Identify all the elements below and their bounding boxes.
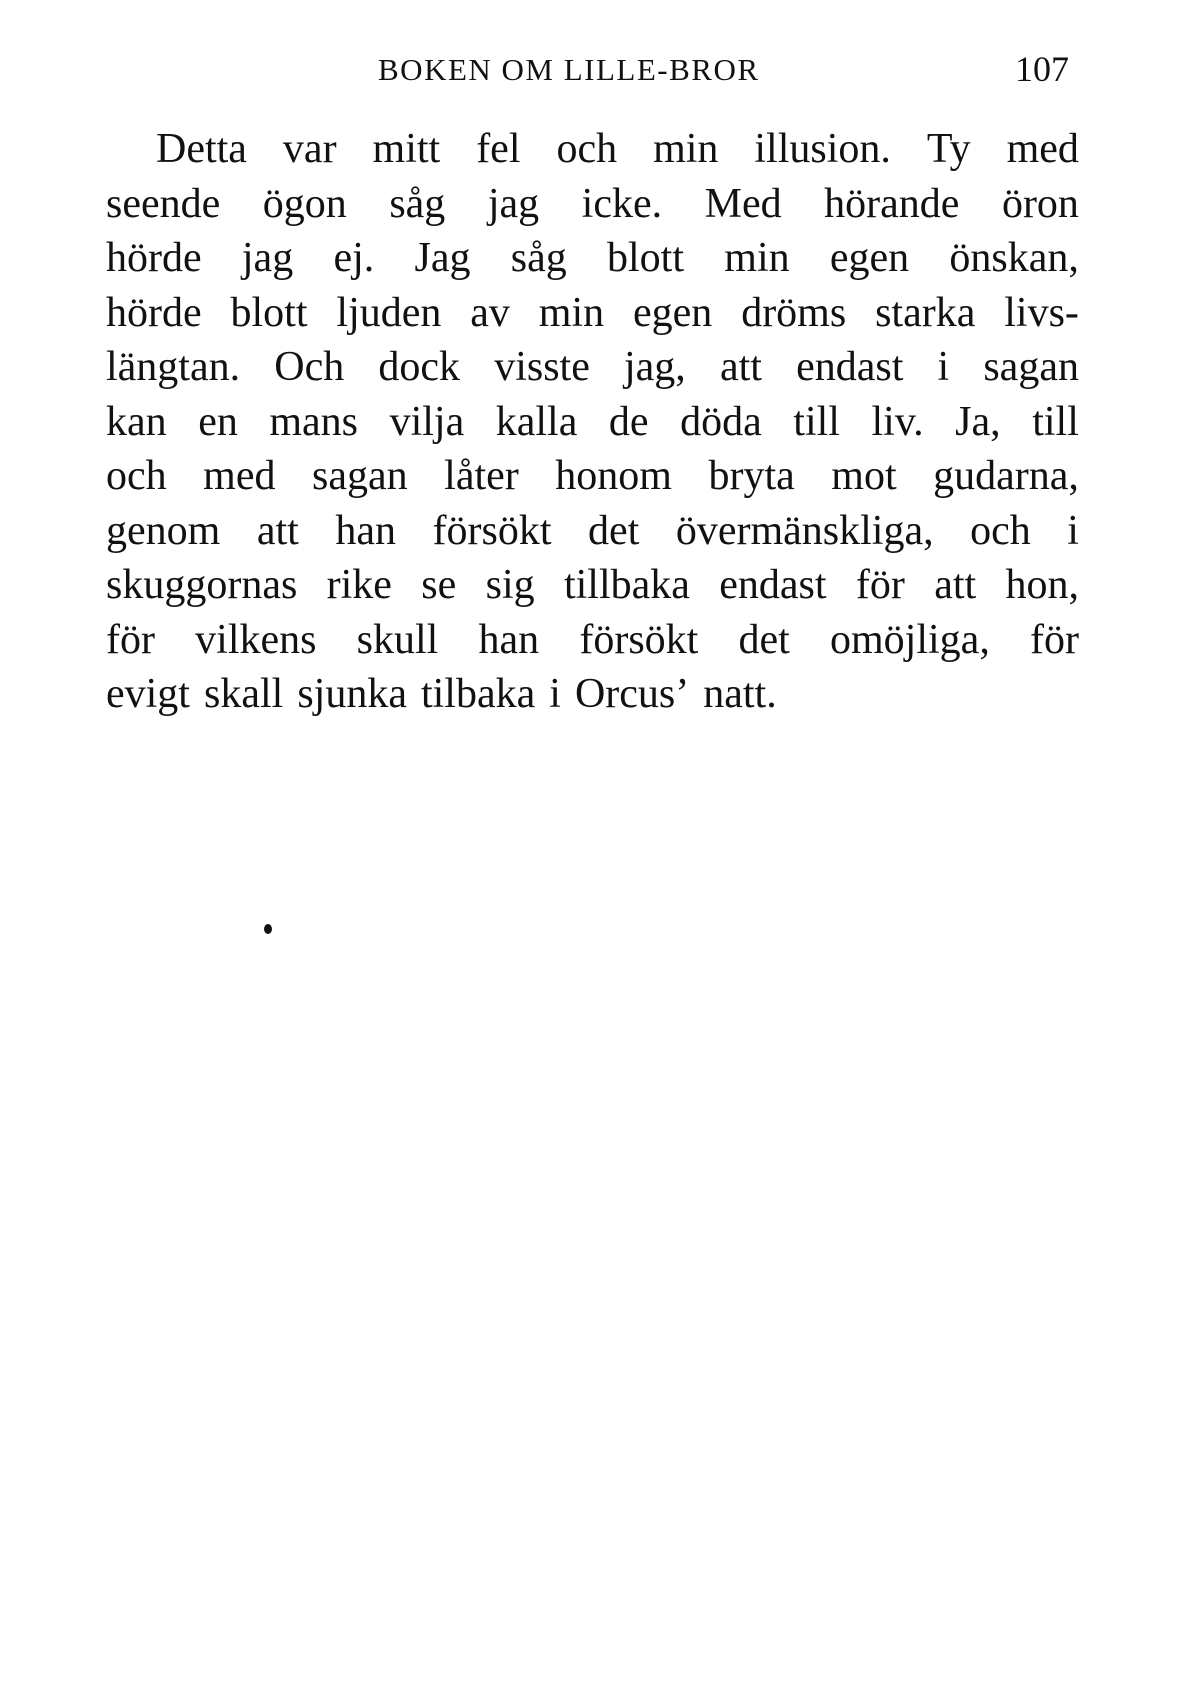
word: övermänskliga,	[675, 507, 934, 554]
running-title: BOKEN OM LILLE-BROR	[378, 52, 760, 87]
word: det	[738, 616, 790, 663]
word: för	[855, 562, 905, 608]
text-line	[106, 122, 1079, 177]
word: döda	[680, 398, 762, 445]
word: endast	[796, 344, 904, 390]
word: att	[934, 562, 977, 608]
word: med	[1006, 126, 1079, 172]
word: det	[588, 507, 640, 554]
word: i	[1067, 507, 1079, 554]
word: han	[335, 507, 396, 554]
word: hörde	[106, 235, 202, 281]
word: kalla	[495, 398, 578, 445]
text-line	[106, 613, 1079, 668]
word: tillbaka	[563, 562, 690, 608]
word: visste	[494, 344, 590, 390]
word: jag,	[624, 344, 686, 390]
word: låter	[444, 453, 519, 499]
word: endast	[719, 562, 827, 608]
word: kan	[106, 398, 167, 445]
word: Och	[274, 344, 345, 390]
word: hon,	[1005, 562, 1079, 608]
word: de	[608, 398, 649, 445]
word: Orcus’	[574, 671, 690, 717]
word: min	[653, 126, 719, 172]
word: liv.	[871, 398, 924, 445]
word: genom	[106, 507, 221, 554]
word: att	[719, 344, 762, 390]
word: se	[421, 562, 457, 608]
text-line	[106, 449, 1079, 504]
word: dröms	[741, 289, 847, 336]
word: till	[1032, 398, 1079, 445]
word: såg	[510, 235, 567, 281]
text-line	[106, 177, 1079, 232]
word: mitt	[372, 126, 441, 172]
word: en	[198, 398, 238, 445]
word: längtan.	[106, 344, 241, 390]
word: sig	[485, 562, 535, 608]
word: egen	[829, 235, 910, 281]
word: dock	[378, 344, 461, 390]
ink-speck	[264, 924, 272, 934]
word: ej.	[333, 235, 375, 281]
word: illusion.	[754, 126, 891, 172]
word: hörande	[824, 180, 960, 227]
word: hörde	[106, 289, 202, 336]
word: omöjliga,	[830, 616, 990, 663]
word: av	[470, 289, 510, 336]
word: sjunka	[297, 671, 407, 717]
word: försökt	[579, 616, 699, 663]
word: för	[106, 616, 155, 663]
text-line	[106, 286, 1079, 341]
word: och	[970, 507, 1031, 554]
word: mans	[269, 398, 359, 445]
word: skall	[203, 671, 284, 717]
word: vilkens	[195, 616, 317, 663]
page-number: 107	[1015, 49, 1069, 89]
word: min	[538, 289, 605, 336]
word: försökt	[432, 507, 552, 554]
word: blott	[607, 235, 685, 281]
word: min	[724, 235, 790, 281]
body-paragraph	[106, 122, 1079, 722]
word: mot	[831, 453, 897, 499]
word: vilja	[389, 398, 465, 445]
word: gudarna,	[933, 453, 1079, 499]
word: honom	[555, 453, 672, 499]
word: fel	[476, 126, 521, 172]
word: med	[203, 453, 276, 499]
word: Ja,	[955, 398, 1001, 445]
word: jag	[487, 180, 540, 227]
word: skull	[356, 616, 439, 663]
word: i	[549, 671, 561, 717]
text-line	[106, 558, 1079, 613]
word: och	[556, 126, 618, 172]
word: Jag	[414, 235, 471, 281]
word: sagan	[983, 344, 1079, 390]
word: önskan,	[949, 235, 1079, 281]
word: egen	[633, 289, 713, 336]
word: Med	[704, 180, 782, 227]
word: han	[478, 616, 540, 663]
word: ljuden	[336, 289, 442, 336]
word: rike	[326, 562, 392, 608]
word: natt.	[703, 671, 777, 717]
word: och	[106, 453, 167, 499]
word: jag	[241, 235, 294, 281]
word: seende	[106, 180, 221, 227]
word: bryta	[708, 453, 795, 499]
word: ögon	[262, 180, 347, 227]
word: sagan	[312, 453, 408, 499]
word: för	[1030, 616, 1079, 663]
word: tilbaka	[420, 671, 536, 717]
text-line	[106, 231, 1079, 286]
word: evigt	[106, 671, 190, 717]
text-line	[106, 504, 1079, 559]
word: skuggornas	[106, 562, 298, 608]
word: livs-	[1004, 289, 1079, 336]
word: var	[282, 126, 337, 172]
word: Detta	[156, 126, 247, 172]
text-line	[106, 340, 1079, 395]
word: Ty	[926, 126, 971, 172]
word: såg	[389, 180, 446, 227]
word: icke.	[581, 180, 663, 227]
word: att	[256, 507, 299, 554]
word: öron	[1001, 180, 1079, 227]
text-line	[106, 667, 1079, 722]
word: starka	[875, 289, 976, 336]
word: i	[937, 344, 950, 390]
word: till	[793, 398, 840, 445]
text-line	[106, 395, 1079, 450]
word: blott	[230, 289, 308, 336]
